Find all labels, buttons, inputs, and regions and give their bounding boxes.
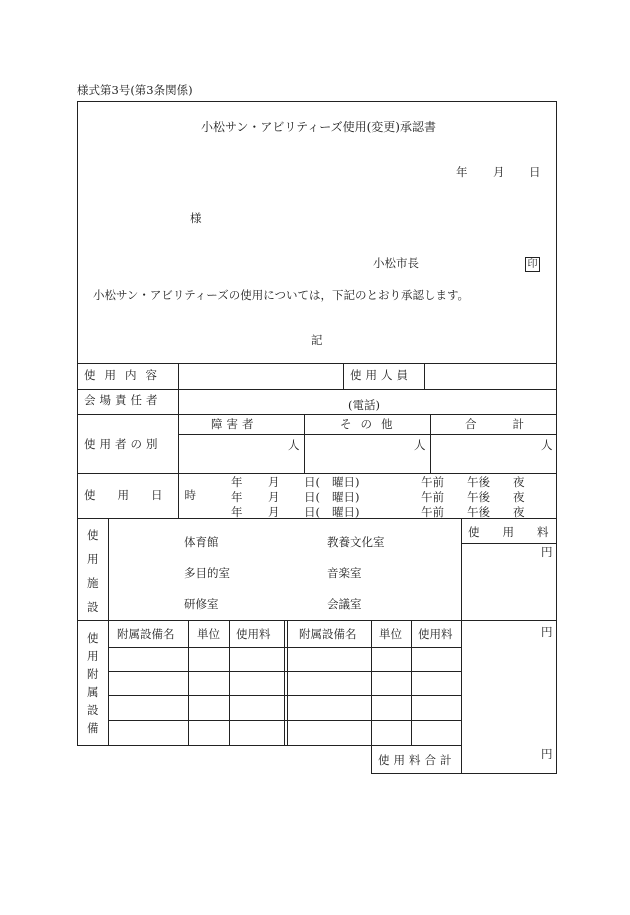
seal-mark: 印 xyxy=(525,257,540,272)
equipment-label-char: 使 xyxy=(87,631,99,645)
datetime-day-paren: 日( xyxy=(304,475,320,489)
usage-people-label: 使用人員 xyxy=(350,368,412,382)
facility-label-char: 設 xyxy=(87,600,99,614)
equipment-label-char: 用 xyxy=(87,649,99,663)
datetime-year: 年 xyxy=(231,490,243,504)
datetime-am: 午前 xyxy=(421,490,444,504)
approval-text: 小松サン・アビリティーズの使用については，下記のとおり承認します。 xyxy=(93,288,470,302)
datetime-am: 午前 xyxy=(421,475,444,489)
equipment-label-char: 属 xyxy=(87,685,99,699)
facility-label-char: 使 xyxy=(87,528,99,542)
datetime-day-paren: 日( xyxy=(304,505,320,519)
table-left-border xyxy=(77,364,78,745)
user-col-total: 合計 xyxy=(465,417,560,431)
facility-meeting-room[interactable]: 会議室 xyxy=(327,597,362,611)
datetime-night: 夜 xyxy=(513,475,525,489)
equipment-header-name: 附属設備名 xyxy=(117,627,175,641)
issuer-name: 小松市長 xyxy=(373,256,419,270)
total-fee-yen[interactable]: 円 xyxy=(541,747,553,761)
facility-label-char: 施 xyxy=(87,576,99,590)
equipment-fee-yen[interactable]: 円 xyxy=(541,625,553,639)
person-unit[interactable]: 人 xyxy=(288,438,300,452)
equipment-header-unit: 単位 xyxy=(197,627,220,641)
facility-fee-yen[interactable]: 円 xyxy=(541,545,553,559)
datetime-night: 夜 xyxy=(513,490,525,504)
datetime-pm: 午後 xyxy=(467,475,490,489)
datetime-weekday: 曜日) xyxy=(332,475,360,489)
equipment-label-char: 設 xyxy=(87,703,99,717)
usage-content-field[interactable] xyxy=(179,365,342,388)
facility-gym[interactable]: 体育館 xyxy=(184,535,219,549)
form-number: 様式第3号(第3条関係) xyxy=(77,83,193,97)
datetime-night: 夜 xyxy=(513,505,525,519)
equipment-header-name-2: 附属設備名 xyxy=(299,627,357,641)
document-title: 小松サン・アビリティーズ使用(変更)承認書 xyxy=(201,120,436,134)
phone-label: (電話) xyxy=(348,398,380,412)
equipment-header-fee: 使用料 xyxy=(236,627,271,641)
user-col-other: その他 xyxy=(340,417,402,431)
usage-content-label: 使用内容 xyxy=(84,368,166,382)
equipment-header-fee-2: 使用料 xyxy=(418,627,453,641)
equipment-header-unit-2: 単位 xyxy=(379,627,402,641)
datetime-year: 年 xyxy=(231,505,243,519)
venue-manager-label: 会場責任者 xyxy=(84,393,162,407)
usage-people-field[interactable] xyxy=(425,365,555,388)
facility-culture-room[interactable]: 教養文化室 xyxy=(327,535,385,549)
datetime-am: 午前 xyxy=(421,505,444,519)
facility-fee-header: 使用料 xyxy=(468,525,572,539)
datetime-month: 月 xyxy=(268,490,280,504)
datetime-pm: 午後 xyxy=(467,490,490,504)
upper-frame xyxy=(77,101,557,364)
user-col-disabled: 障害者 xyxy=(211,417,258,431)
person-unit[interactable]: 人 xyxy=(541,438,553,452)
datetime-weekday: 曜日) xyxy=(332,490,360,504)
person-unit[interactable]: 人 xyxy=(414,438,426,452)
addressee-suffix: 様 xyxy=(190,211,202,225)
datetime-weekday: 曜日) xyxy=(332,505,360,519)
user-type-label: 使用者の別 xyxy=(84,437,162,451)
equipment-label-char: 附 xyxy=(87,667,99,681)
facility-multipurpose-room[interactable]: 多目的室 xyxy=(184,566,230,580)
datetime-day-paren: 日( xyxy=(304,490,320,504)
datetime-pm: 午後 xyxy=(467,505,490,519)
facility-label-char: 用 xyxy=(87,552,99,566)
datetime-month: 月 xyxy=(268,505,280,519)
facility-training-room[interactable]: 研修室 xyxy=(184,597,219,611)
datetime-month: 月 xyxy=(268,475,280,489)
datetime-year: 年 xyxy=(231,475,243,489)
datetime-label: 使用日時 xyxy=(84,488,218,502)
equipment-label-char: 備 xyxy=(87,721,99,735)
ki-label: 記 xyxy=(311,333,323,347)
venue-manager-field[interactable] xyxy=(179,390,555,413)
facility-music-room[interactable]: 音楽室 xyxy=(327,566,362,580)
total-fee-label: 使用料合計 xyxy=(378,753,456,767)
